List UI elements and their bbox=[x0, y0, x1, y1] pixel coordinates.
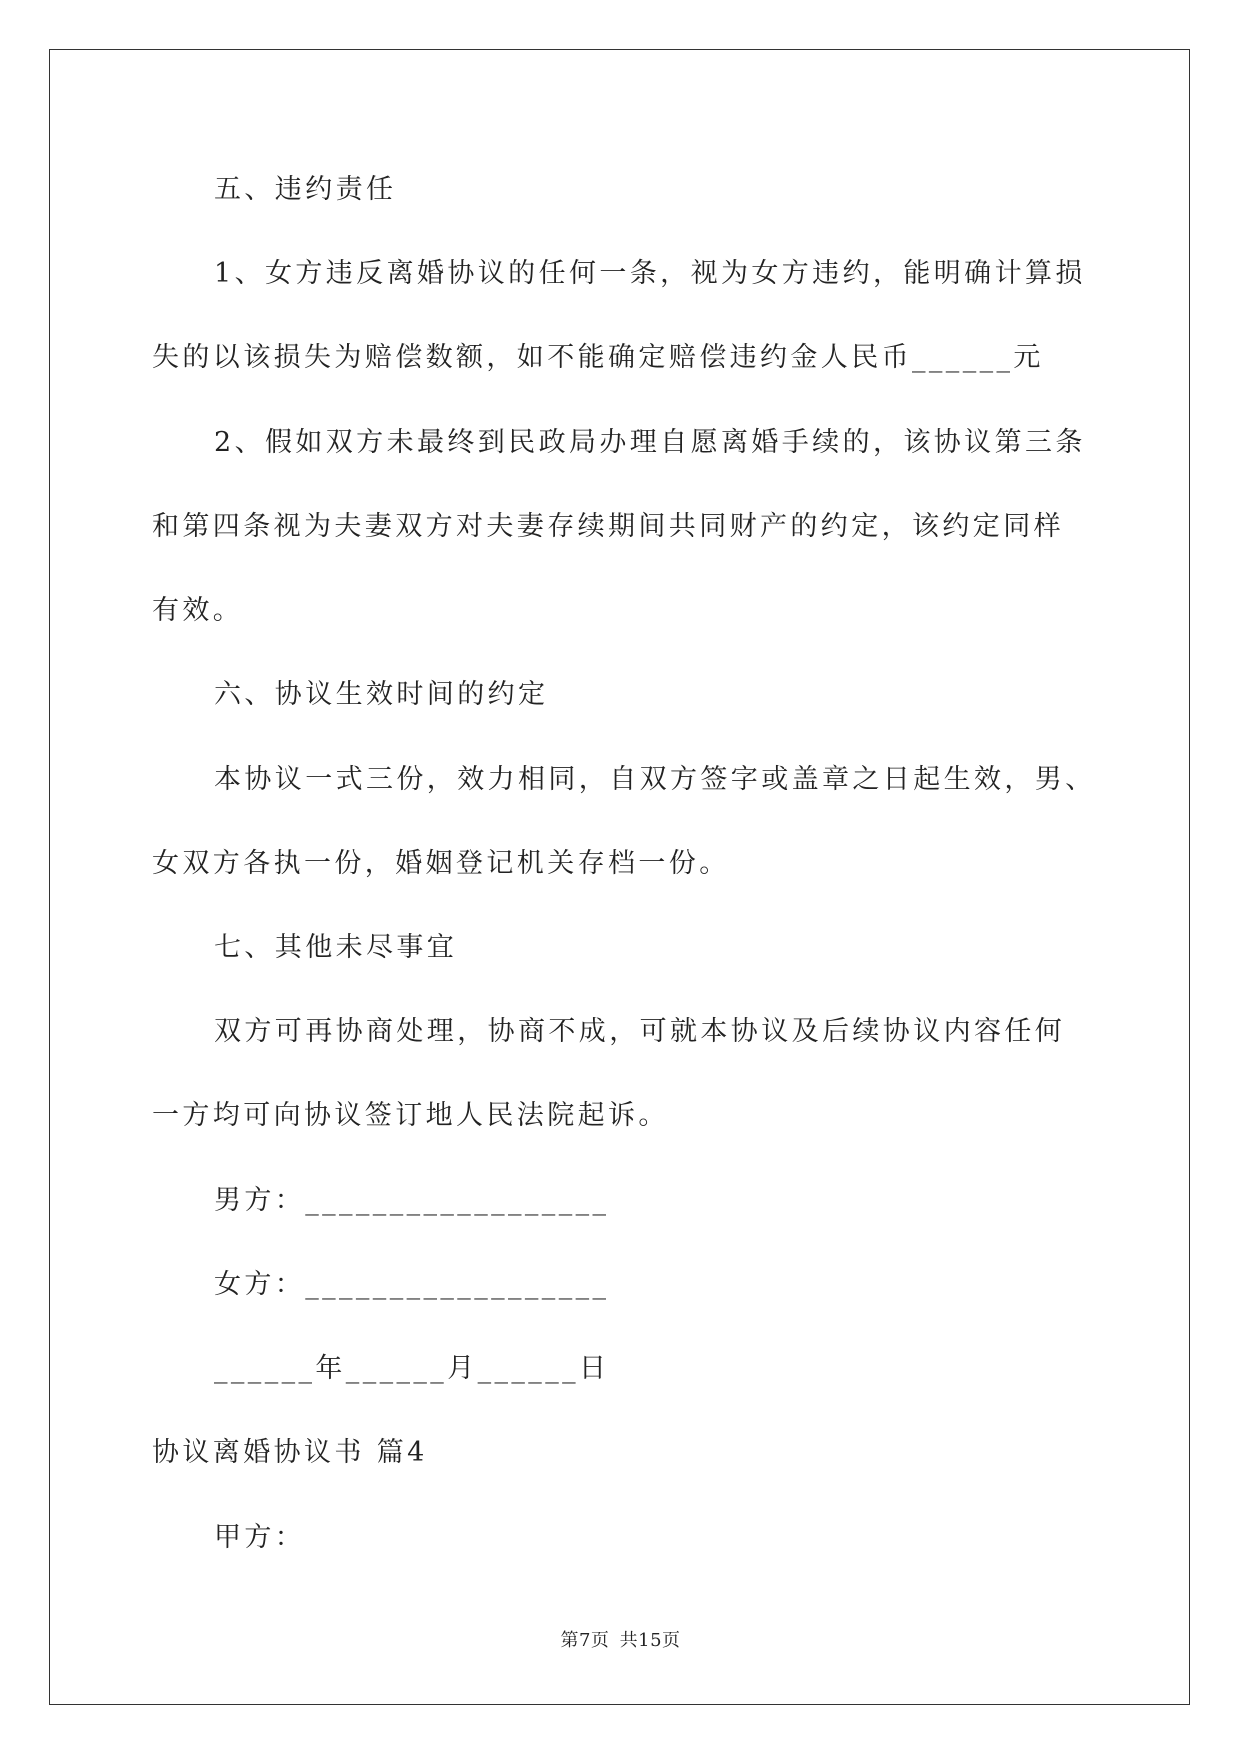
agreement-title: 协议离婚协议书 篇4 bbox=[152, 1437, 428, 1468]
section-heading-7: 七、其他未尽事宜 bbox=[214, 932, 458, 963]
page-total: 共15页 bbox=[619, 1630, 681, 1651]
female-signature-line: 女方：__________________ bbox=[214, 1269, 610, 1300]
paragraph-line: 有效。 bbox=[152, 595, 244, 626]
party-a-label: 甲方： bbox=[214, 1522, 306, 1553]
paragraph-line: 2、假如双方未最终到民政局办理自愿离婚手续的，该协议第三条 bbox=[214, 427, 1086, 458]
paragraph-line: 双方可再协商处理，协商不成，可就本协议及后续协议内容任何 bbox=[214, 1016, 1066, 1047]
paragraph-line: 和第四条视为夫妻双方对夫妻存续期间共同财产的约定，该约定同样 bbox=[152, 511, 1064, 542]
section-heading-6: 六、协议生效时间的约定 bbox=[214, 679, 549, 710]
male-signature-line: 男方：__________________ bbox=[214, 1185, 610, 1216]
paragraph-line: 1、女方违反离婚协议的任何一条，视为女方违约，能明确计算损 bbox=[214, 258, 1086, 289]
date-line: ______年______月______日 bbox=[214, 1353, 610, 1384]
page-footer bbox=[0, 1629, 1241, 1653]
page-number: 第7页 bbox=[560, 1630, 610, 1651]
paragraph-line: 本协议一式三份，效力相同，自双方签字或盖章之日起生效，男、 bbox=[214, 764, 1096, 795]
paragraph-line: 失的以该损失为赔偿数额，如不能确定赔偿违约金人民币______元 bbox=[152, 342, 1044, 373]
section-heading-5: 五、违约责任 bbox=[214, 174, 397, 205]
paragraph-line: 一方均可向协议签订地人民法院起诉。 bbox=[152, 1100, 669, 1131]
paragraph-line: 女双方各执一份，婚姻登记机关存档一份。 bbox=[152, 848, 730, 879]
